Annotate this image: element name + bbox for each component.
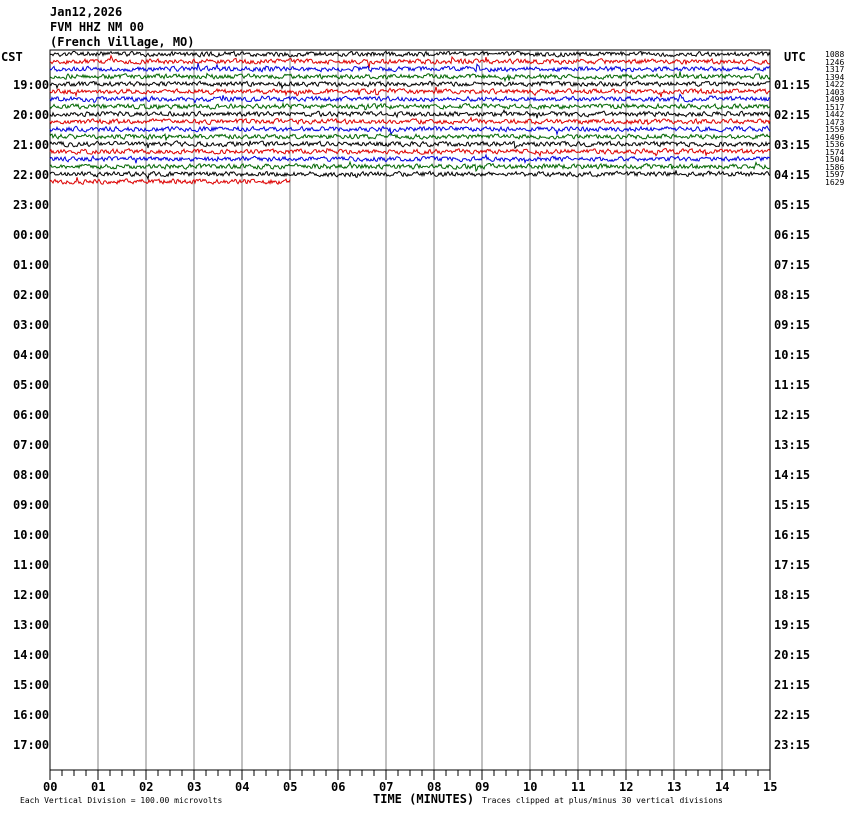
- left-hour-label: 05:00: [13, 378, 50, 392]
- left-timezone-label: CST: [1, 50, 23, 64]
- left-hour-label: 09:00: [13, 498, 50, 512]
- right-hour-label: 08:15: [774, 288, 811, 302]
- station-location: (French Village, MO): [50, 35, 195, 49]
- left-hour-label: 07:00: [13, 438, 50, 452]
- seismic-trace: [50, 162, 770, 171]
- seismic-trace: [50, 94, 770, 102]
- left-hour-label: 06:00: [13, 408, 50, 422]
- left-hour-label: 21:00: [13, 138, 50, 152]
- trace-count-label: 1422: [825, 80, 845, 89]
- right-hour-label: 09:15: [774, 318, 811, 332]
- seismic-trace: [50, 170, 770, 179]
- seismic-trace: [50, 51, 770, 57]
- right-hour-label: 02:15: [774, 108, 811, 122]
- left-hour-label: 08:00: [13, 468, 50, 482]
- right-hour-label: 12:15: [774, 408, 811, 422]
- left-hour-label: 16:00: [13, 708, 50, 722]
- left-hour-label: 22:00: [13, 168, 50, 182]
- clip-note: Traces clipped at plus/minus 30 vertical divisions: [482, 796, 723, 805]
- station-code: FVM HHZ NM 00: [50, 20, 144, 34]
- left-hour-label: 12:00: [13, 588, 50, 602]
- seismic-trace: [50, 149, 770, 156]
- right-hour-label: 22:15: [774, 708, 811, 722]
- trace-count-label: 1496: [825, 132, 845, 142]
- seismic-trace: [50, 155, 770, 163]
- trace-count-label: 1597: [825, 170, 845, 179]
- trace-count-label: 1629: [825, 177, 845, 187]
- left-hour-label: 20:00: [13, 108, 50, 122]
- seismic-trace: [50, 134, 770, 141]
- x-tick-label: 08: [427, 780, 442, 794]
- x-tick-label: 00: [43, 780, 58, 794]
- left-hour-label: 14:00: [13, 648, 50, 662]
- left-hour-label: 04:00: [13, 348, 50, 362]
- x-tick-label: 15: [763, 780, 778, 794]
- trace-count-label: 1403: [825, 87, 845, 97]
- seismic-trace: [50, 63, 770, 71]
- trace-count-label: 1317: [825, 65, 845, 74]
- right-hour-label: 01:15: [774, 78, 811, 92]
- seismic-trace: [50, 87, 770, 97]
- right-hour-label: 04:15: [774, 168, 811, 182]
- right-hour-label: 23:15: [774, 738, 811, 752]
- seismic-trace: [50, 177, 290, 184]
- left-hour-label: 11:00: [13, 558, 50, 572]
- x-tick-label: 14: [715, 780, 730, 794]
- trace-count-label: 1088: [825, 50, 845, 59]
- x-tick-label: 02: [139, 780, 154, 794]
- plot-date: Jan12,2026: [50, 5, 123, 19]
- x-tick-label: 05: [283, 780, 298, 794]
- left-hour-label: 00:00: [13, 228, 50, 242]
- trace-count-label: 1246: [825, 57, 845, 67]
- right-timezone-label: UTC: [784, 50, 806, 64]
- trace-count-label: 1442: [825, 110, 845, 119]
- right-hour-label: 03:15: [774, 138, 811, 152]
- seismic-trace: [50, 118, 770, 125]
- left-hour-label: 23:00: [13, 198, 50, 212]
- right-hour-label: 15:15: [774, 498, 811, 512]
- x-tick-label: 09: [475, 780, 490, 794]
- left-hour-label: 10:00: [13, 528, 50, 542]
- x-tick-label: 13: [667, 780, 682, 794]
- left-hour-label: 13:00: [13, 618, 50, 632]
- right-hour-label: 07:15: [774, 258, 811, 272]
- right-hour-label: 06:15: [774, 228, 811, 242]
- scale-note: Each Vertical Division = 100.00 microvolts: [20, 796, 223, 805]
- right-hour-label: 16:15: [774, 528, 811, 542]
- left-hour-label: 19:00: [13, 78, 50, 92]
- seismic-trace: [50, 110, 770, 118]
- right-hour-label: 18:15: [774, 588, 811, 602]
- x-tick-label: 03: [187, 780, 202, 794]
- left-hour-label: 02:00: [13, 288, 50, 302]
- x-tick-label: 04: [235, 780, 250, 794]
- x-tick-label: 11: [571, 780, 586, 794]
- right-hour-label: 14:15: [774, 468, 811, 482]
- seismic-trace: [50, 104, 770, 110]
- seismic-trace: [50, 81, 770, 88]
- trace-count-label: 1559: [825, 125, 845, 134]
- x-axis-ticks: [50, 770, 770, 780]
- trace-count-label: 1517: [825, 102, 845, 112]
- seismic-trace: [50, 141, 770, 148]
- left-hour-label: 03:00: [13, 318, 50, 332]
- x-axis-title: TIME (MINUTES): [373, 792, 475, 806]
- right-hour-label: 11:15: [774, 378, 811, 392]
- trace-count-label: 1394: [825, 72, 845, 82]
- left-hour-label: 17:00: [13, 738, 50, 752]
- right-hour-label: 20:15: [774, 648, 811, 662]
- right-hour-label: 13:15: [774, 438, 811, 452]
- left-hour-label: 15:00: [13, 678, 50, 692]
- right-hour-label: 17:15: [774, 558, 811, 572]
- left-hour-label: 01:00: [13, 258, 50, 272]
- trace-count-label: 1574: [825, 147, 845, 157]
- right-hour-label: 10:15: [774, 348, 811, 362]
- x-tick-label: 10: [523, 780, 538, 794]
- x-tick-label: 01: [91, 780, 106, 794]
- right-hour-label: 19:15: [774, 618, 811, 632]
- trace-count-label: 1473: [825, 117, 845, 127]
- trace-count-label: 1586: [825, 162, 845, 172]
- right-hour-label: 21:15: [774, 678, 811, 692]
- seismic-trace: [50, 56, 770, 68]
- x-tick-label: 07: [379, 780, 394, 794]
- seismic-trace: [50, 126, 770, 135]
- trace-count-label: 1504: [825, 155, 845, 164]
- right-hour-label: 05:15: [774, 198, 811, 212]
- x-tick-label: 06: [331, 780, 346, 794]
- seismic-trace: [50, 71, 770, 80]
- x-tick-label: 12: [619, 780, 634, 794]
- trace-count-label: 1499: [825, 95, 845, 104]
- trace-count-label: 1536: [825, 140, 845, 149]
